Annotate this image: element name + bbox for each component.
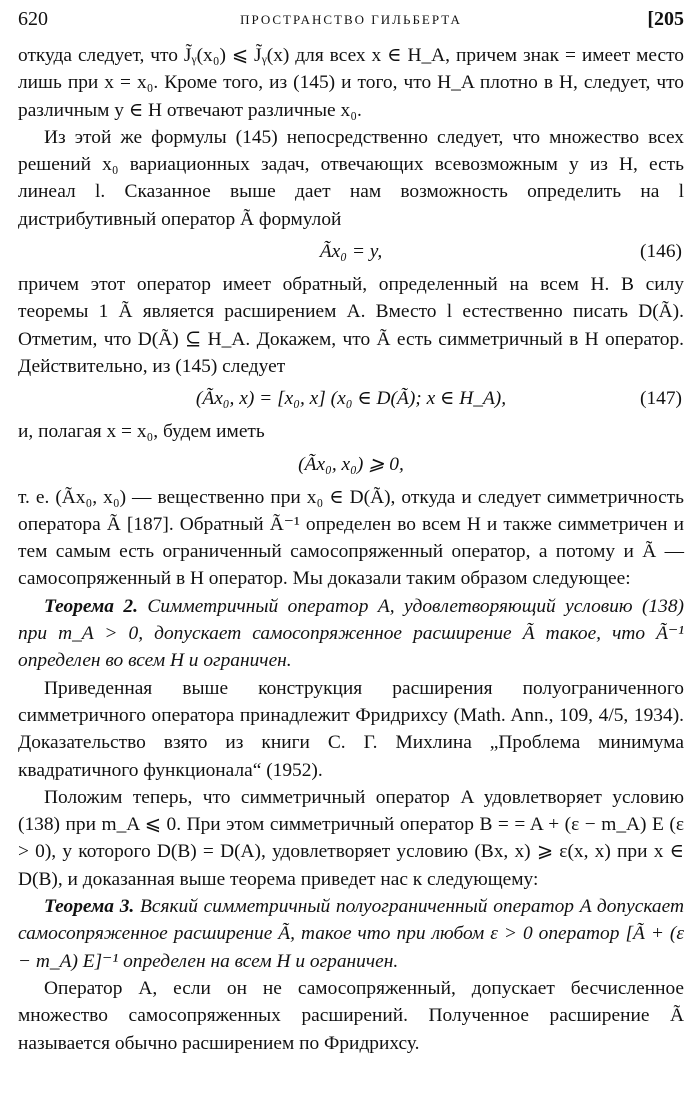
paragraph-1: откуда следует, что J̃ᵧ(x₀) ⩽ J̃ᵧ(x) для всех x ∈ H_A, причем знак = имеет место лишь при x = x₀. Кроме того, из (145) и того, что H_A плотно в H, следует, что различным y ∈ H отвечают различные x₀.: [18, 45, 684, 121]
section-number: [205: [647, 8, 684, 30]
theorem-2-text: Симметричный оператор A, удовлетворяющий условию (138) при m_A > 0, допускает самосопряженное расширение Ã такое, что Ã⁻¹ определен во всем H и ограничен.: [18, 595, 684, 672]
equation-inequality-formula: (Ãx₀, x₀) ⩾ 0,: [298, 453, 404, 475]
theorem-3-title: Теорема 3.: [44, 896, 135, 918]
paragraph-7: Положим теперь, что симметричный оператор A удовлетворяет условию (138) при m_A ⩽ 0. При этом симметричный оператор B = = A + (ε − m_A) E (ε > 0), у которого D(B) = D(A), удовлетворяет условию (Bx, x) ⩾ ε(x, x) при x ∈ D(B), и доказанная выше теорема приведет нас к следующему:: [18, 786, 684, 890]
theorem-2-title: Теорема 2.: [44, 595, 138, 617]
paragraph-2: Из этой же формулы (145) непосредственно следует, что множество всех решений x₀ вариационных задач, отвечающих всевозможным y из H, есть линеал l. Сказанное выше дает нам возможность определить на l дистрибутивный оператор Ã формулой: [18, 126, 684, 230]
running-title: ПРОСТРАНСТВО ГИЛЬБЕРТА: [240, 12, 462, 27]
book-page: [18, 8, 684, 1057]
theorem-2: [18, 593, 684, 675]
paragraph-3: причем этот оператор имеет обратный, определенный на всем H. В силу теоремы 1 Ã является расширением A. Вместо l естественно писать D(Ã). Отметим, что D(Ã) ⊆ H_A. Докажем, что Ã есть симметричный в H оператор. Действительно, из (145) следует: [18, 274, 684, 377]
paragraph-8: Оператор A, если он не самосопряженный, допускает бесчисленное множество самосопряженных расширений. Полученное расширение Ã называется обычно расширением по Фридрихсу.: [18, 977, 684, 1054]
equation-147-formula: (Ãx₀, x) = [x₀, x] (x₀ ∈ D(Ã); x ∈ H_A),: [195, 388, 507, 410]
paragraph-4: и, полагая x = x₀, будем иметь: [18, 421, 265, 443]
theorem-3-text: Всякий симметричный полуограниченный оператор A допускает самосопряженное расширение Ã, такое что при любом ε > 0 оператор [Ã + (ε − m_A) E]⁻¹ определен на всем H и ограничен.: [18, 896, 684, 972]
equation-146-formula: Ãx₀ = y,: [319, 241, 383, 263]
equation-146: [18, 233, 684, 271]
equation-146-number: (146): [639, 241, 682, 263]
page-body: [18, 42, 684, 1057]
page-number: 620: [18, 8, 48, 30]
theorem-3: [18, 893, 684, 975]
paragraph-6: Приведенная выше конструкция расширения полуограниченного симметричного оператора принадлежит Фридрихсу (Math. Ann., 109, 4/5, 1934). Доказательство взято из книги С. Г. Михлина „Проблема минимума квадратичного функционала“ (1952).: [18, 677, 684, 781]
paragraph-5: т. е. (Ãx₀, x₀) — вещественно при x₀ ∈ D(Ã), откуда и следует симметричность оператора Ã [187]. Обратный Ã⁻¹ определен во всем H и также симметричен и тем самым есть ограниченный самосопряженный оператор, а потому и Ã — самосопряженный в H оператор. Мы доказали таким образом следующее:: [18, 486, 684, 590]
equation-147: [18, 380, 684, 418]
page-header: [18, 8, 684, 42]
equation-147-number: (147): [639, 388, 682, 410]
equation-inequality: [18, 446, 684, 484]
